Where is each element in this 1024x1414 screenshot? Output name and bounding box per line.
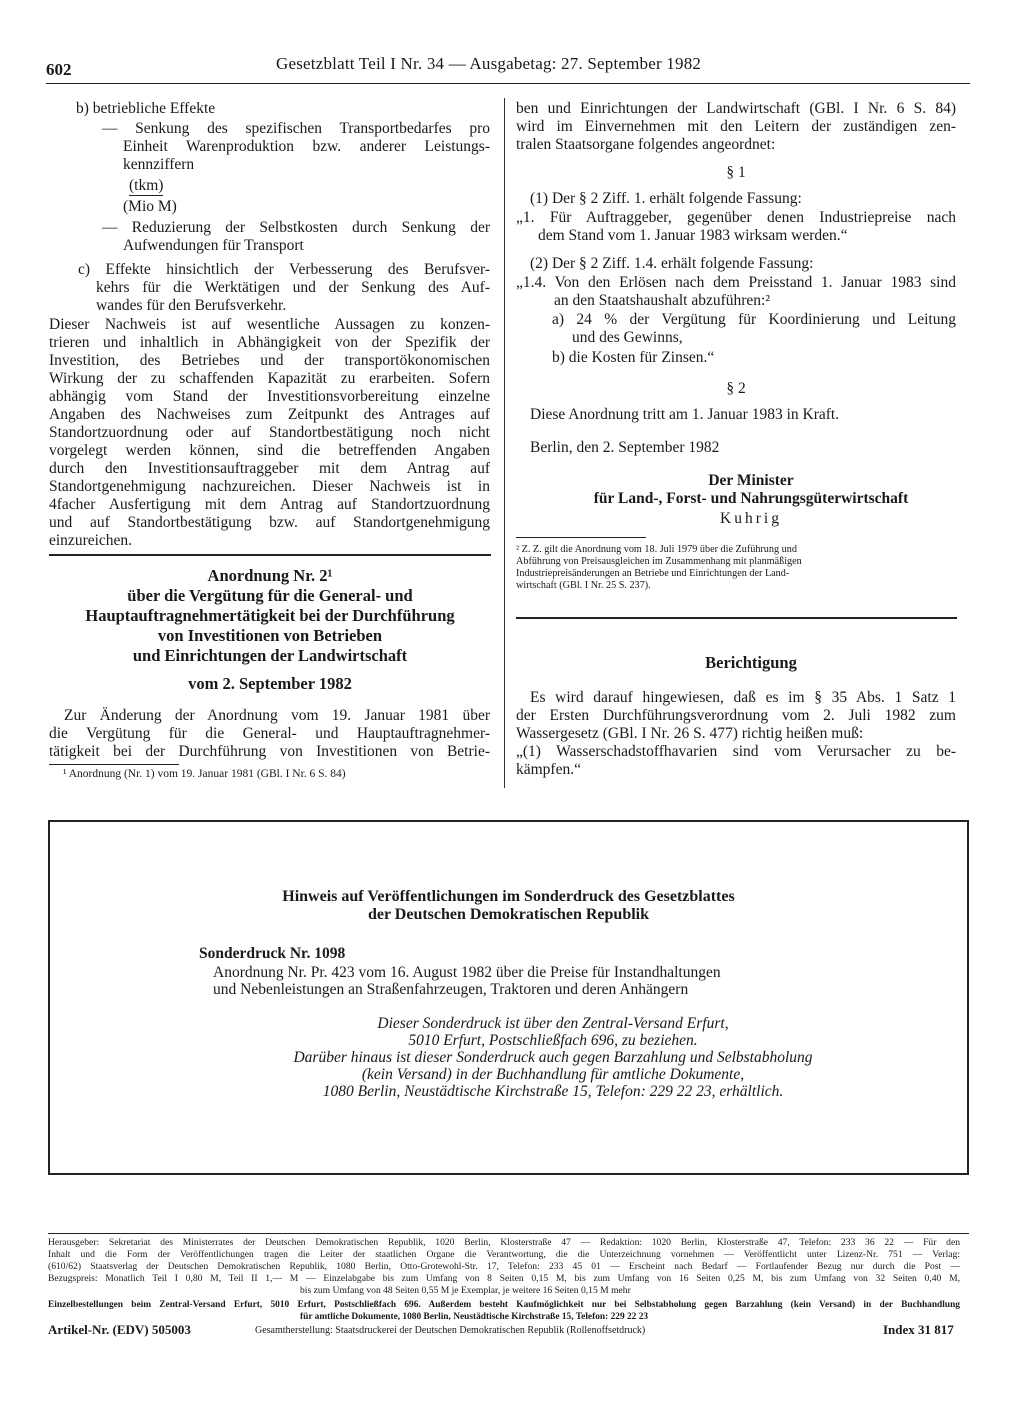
section-divider [49,554,491,556]
paragraph-line: tätigkeit bei der Durchführung von Investitionen von Betrie- [49,743,490,760]
list-heading-b: b) betriebliche Effekte [76,100,216,117]
notice-italic-line: 5010 Erfurt, Postschließfach 696, zu beziehen. [408,1032,698,1049]
list-item: a) 24 % der Vergütung für Koordinierung und Leitung [552,311,956,328]
quote-line: an den Staatshaushalt abzuführen:² [554,292,770,309]
imprint-order-line: für amtliche Dokumente, 1080 Berlin, Neustädtische Kirchstraße 15, Telefon: 229 22 23 [300,1312,649,1322]
list-item: Einheit Warenproduktion bzw. anderer Leistungs- [123,138,490,155]
section-divider [516,617,957,619]
page-number: 602 [46,60,72,79]
paragraph-line: wird im Einvernehmen mit den Leitern der zuständigen zen- [516,118,956,135]
paragraph-line: trieren und inhaltlich in Abhängigkeit von der Spezifik der [49,334,490,351]
footnote-1: ¹ Anordnung (Nr. 1) vom 19. Januar 1981 (GBl. I Nr. 6 S. 84) [63,768,346,780]
place-date: Berlin, den 2. September 1982 [530,439,720,456]
imprint-line: Inhalt und die Form der Veröffentlichungen tragen die Leiter der staatlichen Organe die Verantwortung, die die Unterzeichnung vornehmen — Veröffentlicht unter Lizenz-Nr. 751 — Verlag: [48,1249,960,1260]
anordnung-title: und Einrichtungen der Landwirtschaft [132,646,408,665]
sonderdruck-text: Anordnung Nr. Pr. 423 vom 16. August 1982 über die Preise für Instandhaltungen [213,964,721,981]
anordnung-title: Hauptauftragnehmertätigkeit bei der Durchführung [85,606,455,625]
paragraph-line: Es wird darauf hingewiesen, daß es im § 35 Abs. 1 Satz 1 [530,689,956,706]
anordnung-title: über die Vergütung für die General- und [127,586,413,605]
page-header-title: Gesetzblatt Teil I Nr. 34 — Ausgabetag: 27. September 1982 [276,54,702,73]
imprint-line: Herausgeber: Sekretariat des Ministerrates der Deutschen Demokratischen Republik, 1020 Berlin, Klosterstraße 47 — Redaktion: 1020 Berlin, Klosterstraße 47, Telefon: 233 36 22 — Für den [48,1237,960,1248]
index-number: Index 31 817 [883,1322,954,1337]
list-item-c: wandes für den Berufsverkehr. [96,297,287,314]
sonderdruck-text: und Nebenleistungen an Straßenfahrzeugen, Traktoren und deren Anhängern [213,981,689,998]
list-item-c: c) Effekte hinsichtlich der Verbesserung des Berufsver- [78,261,490,278]
paragraph-line: (2) Der § 2 Ziff. 1.4. erhält folgende Fassung: [530,255,814,272]
paragraph-line: tralen Staatsorgane folgendes angeordnet: [516,136,776,153]
fraction-numerator: (tkm) [129,177,164,194]
imprint-rule [48,1233,969,1234]
paragraph-line: 4facher Ausfertigung mit dem Antrag auf Standortzuordnung [49,496,490,513]
footnote-2: ² Z. Z. gilt die Anordnung vom 18. Juli 1979 über die Zuführung und [516,544,797,555]
section-heading-1: § 1 [726,164,746,181]
paragraph-line: Wassergesetz (GBl. I Nr. 26 S. 477) richtig heißen muß: [516,725,864,742]
notice-italic-line: (kein Versand) in der Buchhandlung für amtliche Dokumente, [361,1066,745,1083]
paragraph-line: Investition, des Betriebes und der transportökonomischen [49,352,490,369]
paragraph-line: einzureichen. [49,532,133,549]
list-item-c: kehrs für die Werktätigen und der Senkung des Auf- [96,279,490,296]
list-item: b) die Kosten für Zinsen.“ [552,349,715,366]
paragraph-line: abhängig vom Stand der Investitionsvorbereitung einzelne [49,388,490,405]
quote-line: „1. Für Auftraggeber, gegenüber denen Industriepreise nach [516,209,956,226]
paragraph-line: ben und Einrichtungen der Landwirtschaft (GBl. I Nr. 6 S. 84) [516,100,956,117]
anordnung-title: Anordnung Nr. 2¹ [207,566,333,585]
signature-title: Der Minister [708,472,794,489]
paragraph-line: Wirkung der zu schaffenden Kapazität zu erarbeiten. Sofern [49,370,490,387]
article-number: Artikel-Nr. (EDV) 505003 [48,1322,191,1337]
imprint-line: bis zum Umfang von 48 Seiten 0,55 M je Exemplar, je weitere 16 Seiten 0,15 M mehr [300,1285,631,1296]
list-item: — Reduzierung der Selbstkosten durch Senkung der [102,219,490,236]
list-item: und des Gewinns, [572,329,683,346]
column-divider [504,98,505,788]
signature-department: für Land-, Forst- und Nahrungsgüterwirtschaft [593,490,909,507]
anordnung-date: vom 2. September 1982 [188,674,352,693]
paragraph-line: die Vergütung für die General- und Hauptauftragnehmer- [49,725,490,742]
footnote-2: Industriepreisänderungen an Betriebe und Einrichtungen der Land- [516,568,790,579]
imprint-order-line: Einzelbestellungen beim Zentral-Versand Erfurt, 5010 Erfurt, Postschließfach 696. Außerdem besteht Kaufmöglichkeit nur bei Selbstabholung gegen Barzahlung (kein Versand) in der Buchhandlung [48,1300,960,1310]
quote-line: „1.4. Von den Erlösen nach dem Preisstand 1. Januar 1983 sind [516,274,956,291]
paragraph-line: Angaben des Nachweises zum Zeitpunkt des Antrages auf [49,406,490,423]
section-heading-2: § 2 [726,380,746,397]
sonderdruck-label: Sonderdruck Nr. 1098 [199,945,346,962]
paragraph-line: Dieser Nachweis ist auf wesentliche Aussagen zu konzen- [49,316,490,333]
footnote-rule [49,764,179,765]
notice-italic-line: Darüber hinaus ist dieser Sonderdruck auch gegen Barzahlung und Selbstabholung [293,1049,813,1066]
imprint-line: Bezugspreis: Monatlich Teil I 0,80 M, Teil II 1,— M — Einzelabgabe bis zum Umfang von 8 Seiten 0,15 M, bis zum Umfang von 16 Seiten 0,25 M, bis zum Umfang von 32 Seiten 0,40 M, [48,1273,960,1284]
notice-italic-line: 1080 Berlin, Neustädtische Kirchstraße 15, Telefon: 229 22 23, erhältlich. [322,1083,784,1100]
paragraph-line: vorgelegt werden können, sind die betreffenden Angaben [49,442,490,459]
list-item: kennziffern [123,156,195,173]
footnote-2: Abführung von Preisausgleichen im Zusammenhang mit planmäßigen [516,556,802,567]
imprint-line: (610/62) Staatsverlag der Deutschen Demokratischen Republik, 1080 Berlin, Otto-Grotewohl-Str. 17, Telefon: 233 45 01 — Erscheint nach Bedarf — Fortlaufender Bezug nur durch die Post — [48,1261,960,1272]
paragraph-line: der Ersten Durchführungsverordnung vom 2. Juli 1982 zum [516,707,956,724]
notice-title: Hinweis auf Veröffentlichungen im Sonderdruck des Gesetzblattes [282,888,735,905]
footnote-rule [516,537,646,538]
quote-line: kämpfen.“ [516,761,581,778]
list-item: Aufwendungen für Transport [123,237,304,254]
paragraph-line: und auf Standortbestätigung bzw. auf Standortgenehmigung [49,514,490,531]
paragraph-line: Diese Anordnung tritt am 1. Januar 1983 in Kraft. [530,406,840,423]
paragraph-line: Zur Änderung der Anordnung vom 19. Januar 1981 über [64,707,490,724]
berichtigung-title: Berichtigung [705,653,797,672]
signature-name: Kuhrig [720,510,782,527]
paragraph-line: Standortzuordnung oder auf Standortbestätigung noch nicht [49,424,490,441]
quote-line: dem Stand vom 1. Januar 1983 wirksam werden.“ [538,227,848,244]
list-item: — Senkung des spezifischen Transportbedarfes pro [102,120,490,137]
paragraph-line: (1) Der § 2 Ziff. 1. erhält folgende Fassung: [530,190,802,207]
footnote-2: wirtschaft (GBl. I Nr. 25 S. 237). [516,580,651,591]
quote-line: „(1) Wasserschadstoffhavarien sind vom Verursacher zu be- [516,743,956,760]
paragraph-line: durch den Investitionsauftraggeber mit dem Antrag auf [49,460,490,477]
header-rule [46,83,970,84]
notice-italic-line: Dieser Sonderdruck ist über den Zentral-Versand Erfurt, [377,1015,729,1032]
fraction-denominator: (Mio M) [123,198,177,215]
anordnung-title: von Investitionen von Betrieben [157,626,383,645]
paragraph-line: Standortgenehmigung nachzureichen. Dieser Nachweis ist in [49,478,490,495]
printer-line: Gesamtherstellung: Staatsdruckerei der Deutschen Demokratischen Republik (Rollenoffsetdruck) [255,1325,646,1336]
notice-title: der Deutschen Demokratischen Republik [367,906,650,923]
